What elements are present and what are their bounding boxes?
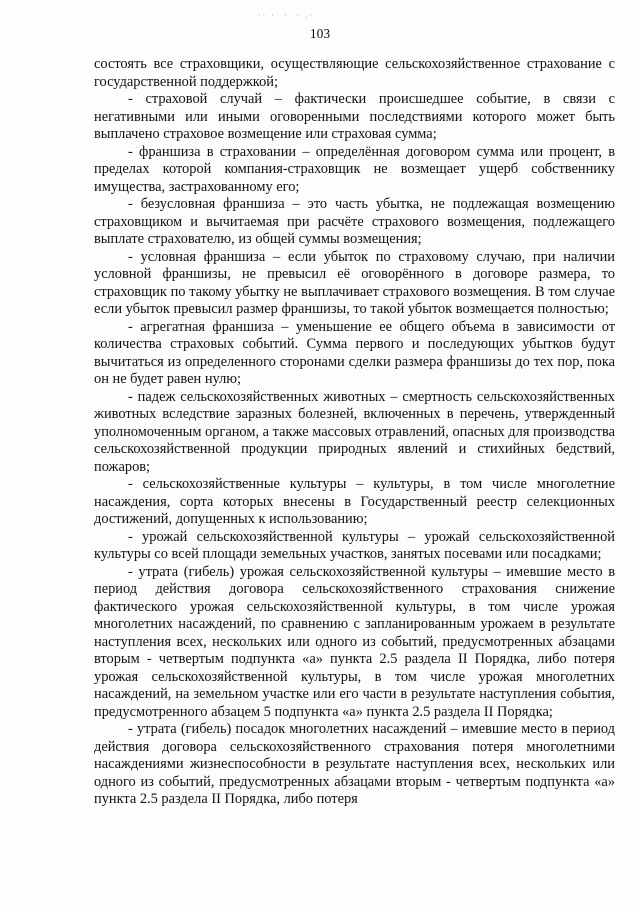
definition-aggregate-franchise: - агрегатная франшиза – уменьшение ее общего объема в зависимости от количества страховых событий. Сумма первого и последующих убытков будут вычитаться из определенного сторонами сделки размера франшизы до тех пор, пока он не будет равен нулю;	[94, 318, 615, 387]
definition-livestock-death: - падеж сельскохозяйственных животных – смертность сельскохозяйственных животных вследствие заразных болезней, включенных в перечень, утвержденный уполномоченным органом, а также массовых отравлений, опасных для производства сельскохозяйственной продукции природных явлений и стихийных бедствий, пожаров;	[94, 388, 615, 475]
definition-crop-yield: - урожай сельскохозяйственной культуры – урожай сельскохозяйственной культуры со всей площади земельных участков, занятых посевами или посадками;	[94, 528, 615, 562]
scan-artifact-marks: ·· · · · .·	[258, 11, 314, 20]
definition-crop-loss: - утрата (гибель) урожая сельскохозяйственной культуры – имевшие место в период действия договора сельскохозяйственного страхования снижение фактического урожая сельскохозяйственной культуры, в том числе урожая многолетних насаждений, по сравнению с запланированным урожаем в результате наступления всех, нескольких или одного из событий, предусмотренных абзацами вторым - четвертым подпункта «а» пункта 2.5 раздела II Порядка, либо потеря урожая сельскохозяйственной культуры, в том числе урожая многолетних насаждений, на земельном участке или его части в результате наступления события, предусмотренного абзацем 5 подпункта «а» пункта 2.5 раздела II Порядка;	[94, 563, 615, 720]
definition-conditional-franchise: - условная франшиза – если убыток по страховому случаю, при наличии условной франшизы, не превысил её оговорённого в договоре размера, то страховщик по такому убытку не выплачивает страхового возмещения. В том случае если убыток превысил размер франшизы, то такой убыток возмещается полностью;	[94, 248, 615, 317]
definition-insured-event: - страховой случай – фактически происшедшее событие, в связи с негативными или иными оговоренными последствиями которого может быть выплачено страховое возмещение или страховая сумма;	[94, 91, 615, 142]
paragraph-continuation: состоять все страховщики, осуществляющие сельскохозяйственное страхование с государственной поддержкой;	[94, 56, 615, 90]
definition-unconditional-franchise: - безусловная франшиза – это часть убытка, не подлежащая возмещению страховщиком и вычитаемая при расчёте страхового возмещения, подлежащего выплате страхователю, из общей суммы возмещения;	[94, 196, 615, 247]
page-number: 103	[309, 26, 331, 41]
definition-agricultural-crops: - сельскохозяйственные культуры – культуры, в том числе многолетние насаждения, сорта которых внесены в Государственный реестр селекционных достижений, допущенных к использованию;	[94, 476, 615, 527]
document-body	[94, 56, 615, 905]
definition-franchise: - франшиза в страховании – определённая договором сумма или процент, в пределах которой компания-страховщик не возмещает ущерб собственнику имущества, застрахованному его;	[94, 143, 615, 195]
definition-perennial-plantings-loss: - утрата (гибель) посадок многолетних насаждений – имевшие место в период действия договора сельскохозяйственного страхования потеря многолетними насаждениями жизнеспособности в результате наступления всех, нескольких или одного из событий, предусмотренных абзацами вторым - четвертым подпункта «а» пункта 2.5 раздела II Порядка, либо потеря	[94, 721, 615, 807]
